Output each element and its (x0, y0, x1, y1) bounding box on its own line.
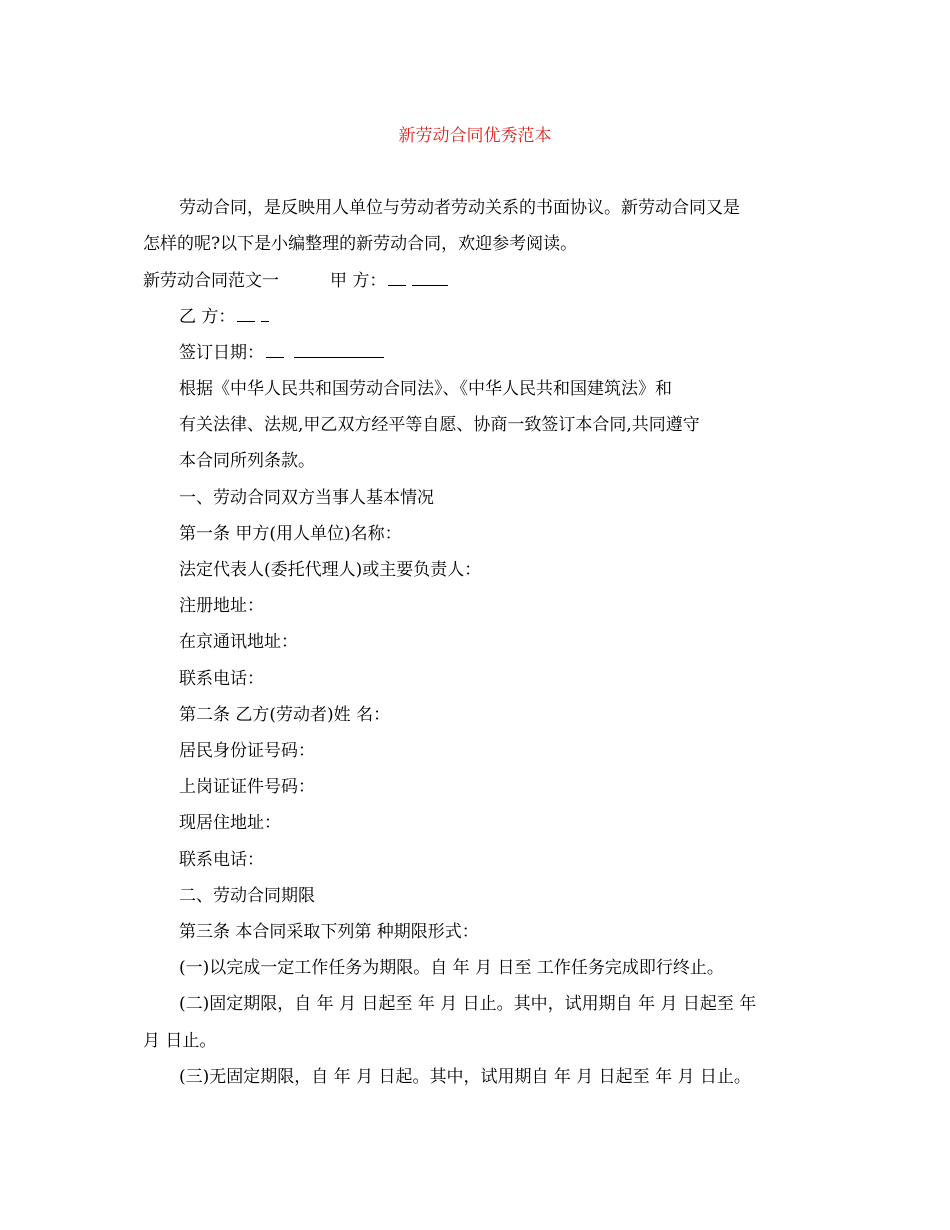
section-1-heading: 一、劳动合同双方当事人基本情况 (179, 488, 434, 508)
party-a-field (330, 269, 448, 293)
sign-date-blank-1 (266, 342, 284, 358)
legal-rep-field: 法定代表人(委托代理人)或主要负责人： (179, 560, 482, 580)
sign-date-blank-2 (294, 342, 384, 358)
party-a-label: 甲 方： (330, 271, 387, 291)
phone-a-field: 联系电话： (179, 669, 264, 689)
section-2-heading: 二、劳动合同期限 (179, 886, 315, 906)
reg-address-field: 注册地址： (179, 596, 264, 616)
bj-address-field: 在京通讯地址： (179, 632, 298, 652)
party-a-blank-1 (388, 270, 406, 286)
term-option-2-line2: 月 日止。 (143, 1031, 217, 1051)
intro-paragraph-line2: 怎样的呢?以下是小编整理的新劳动合同，欢迎参考阅读。 (143, 234, 578, 254)
id-number-field: 居民身份证号码： (179, 741, 315, 761)
basis-line1: 根据《中华人民共和国劳动合同法》、《中华人民共和国建筑法》和 (179, 379, 672, 399)
cert-number-field: 上岗证证件号码： (179, 777, 315, 797)
term-option-2-line1: (二)固定期限，自 年 月 日起至 年 月 日止。其中，试用期自 年 月 日起至 年 (179, 994, 757, 1014)
sign-date-field (179, 341, 384, 365)
sample-heading: 新劳动合同范文一 (143, 271, 279, 291)
article-1: 第一条 甲方(用人单位)名称： (179, 524, 402, 544)
party-b-blank-2 (261, 306, 269, 322)
current-address-field: 现居住地址： (179, 813, 281, 833)
intro-paragraph-line1: 劳动合同，是反映用人单位与劳动者劳动关系的书面协议。新劳动合同又是 (179, 198, 740, 218)
article-3: 第三条 本合同采取下列第 种期限形式： (179, 922, 479, 942)
term-option-1: (一)以完成一定工作任务为期限。自 年 月 日至 工作任务完成即行终止。 (179, 958, 724, 978)
sign-date-label: 签订日期： (179, 343, 264, 363)
basis-line2: 有关法律、法规,甲乙双方经平等自愿、协商一致签订本合同,共同遵守 (179, 415, 700, 435)
party-b-label: 乙 方： (179, 307, 236, 327)
party-b-field (179, 305, 269, 329)
phone-b-field: 联系电话： (179, 850, 264, 870)
party-b-blank-1 (237, 306, 255, 322)
term-option-3: (三)无固定期限，自 年 月 日起。其中，试用期自 年 月 日起至 年 月 日止。 (179, 1067, 751, 1087)
party-a-blank-2 (412, 270, 448, 286)
article-2: 第二条 乙方(劳动者)姓 名： (179, 705, 391, 725)
document-title: 新劳动合同优秀范本 (398, 126, 552, 146)
basis-line3: 本合同所列条款。 (179, 451, 315, 471)
